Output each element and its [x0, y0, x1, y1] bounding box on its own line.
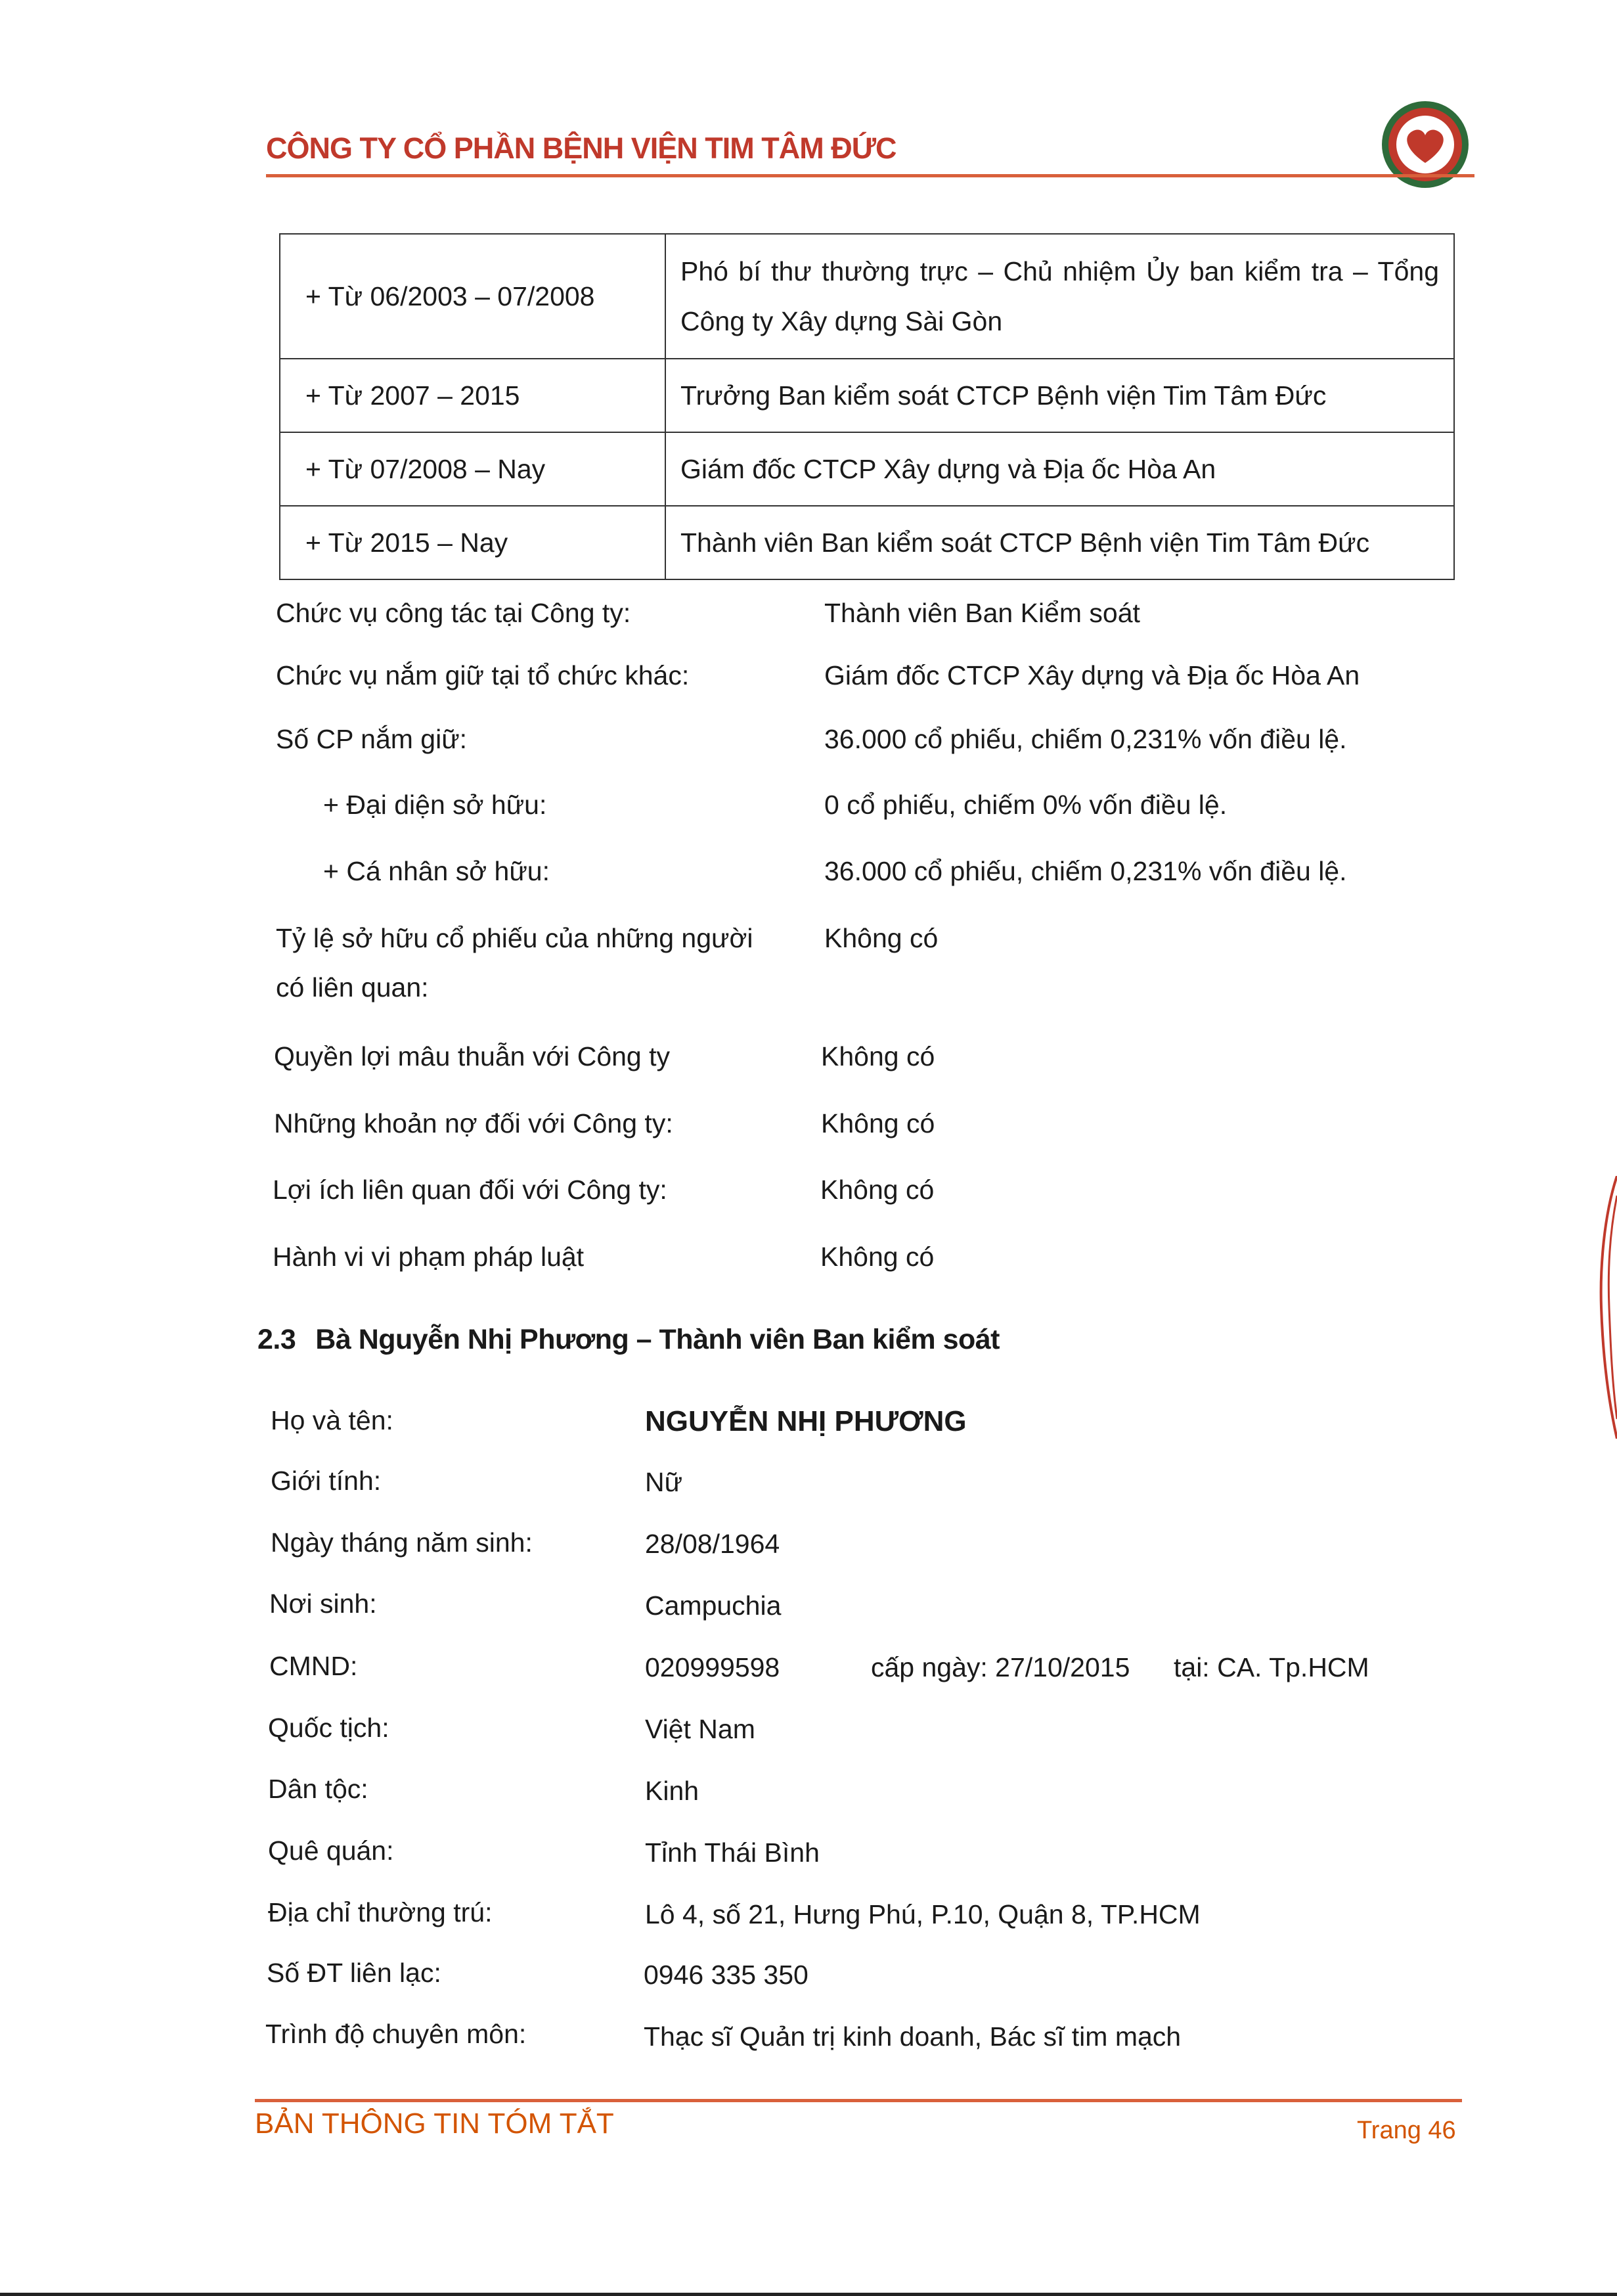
info-label: Chức vụ nắm giữ tại tổ chức khác:	[276, 660, 690, 690]
person-label: Trình độ chuyên môn:	[265, 2019, 527, 2049]
info-value: Không có	[821, 1041, 935, 1071]
info-value: Không có	[820, 1175, 935, 1205]
info-label: Hành vi vi phạm pháp luật	[273, 1242, 585, 1272]
person-value: 28/08/1964	[645, 1529, 780, 1559]
info-label-continued: có liên quan:	[276, 972, 429, 1002]
info-value: Thành viên Ban Kiểm soát	[824, 598, 1140, 628]
footer-divider	[255, 2099, 1462, 2102]
info-label: Chức vụ công tác tại Công ty:	[276, 598, 631, 628]
page-number: Trang 46	[1357, 2117, 1456, 2144]
person-label: Số ĐT liên lạc:	[267, 1958, 441, 1988]
info-label: Những khoản nợ đối với Công ty:	[274, 1108, 673, 1138]
info-value: Không có	[824, 923, 939, 953]
person-label: Họ và tên:	[271, 1405, 393, 1435]
person-name: NGUYỄN NHỊ PHƯƠNG	[645, 1405, 967, 1437]
info-value: Giám đốc CTCP Xây dựng và Địa ốc Hòa An	[824, 660, 1360, 690]
person-value: Thạc sĩ Quản trị kinh doanh, Bác sĩ tim mạch	[644, 2021, 1182, 2052]
person-value: 020999598	[645, 1652, 780, 1682]
info-value: 36.000 cổ phiếu, chiếm 0,231% vốn điều lệ.	[824, 724, 1347, 754]
person-label: Giới tính:	[271, 1466, 382, 1496]
footer-title: BẢN THÔNG TIN TÓM TẮT	[255, 2107, 614, 2140]
person-value: 0946 335 350	[644, 1960, 809, 1990]
table-row	[280, 359, 1454, 432]
person-value: Tỉnh Thái Bình	[645, 1837, 820, 1868]
period-cell: + Từ 06/2003 – 07/2008	[280, 234, 665, 359]
info-value: 0 cổ phiếu, chiếm 0% vốn điều lệ.	[824, 790, 1228, 820]
info-value: Không có	[821, 1108, 935, 1138]
person-label: CMND:	[269, 1651, 358, 1681]
person-value: Nữ	[645, 1467, 683, 1497]
work-history-table	[279, 233, 1455, 580]
period-cell: + Từ 07/2008 – Nay	[280, 432, 665, 506]
person-value: Campuchia	[645, 1590, 782, 1621]
info-label: + Cá nhân sở hữu:	[323, 856, 550, 886]
info-label: Quyền lợi mâu thuẫn với Công ty	[274, 1041, 671, 1071]
company-header-title: CÔNG TY CỔ PHẦN BỆNH VIỆN TIM TÂM ĐỨC	[266, 131, 897, 165]
person-label: Quê quán:	[268, 1835, 394, 1866]
person-label: Địa chỉ thường trú:	[268, 1897, 493, 1927]
period-cell: + Từ 2007 – 2015	[280, 359, 665, 432]
description-cell: Giám đốc CTCP Xây dựng và Địa ốc Hòa An	[665, 432, 1454, 506]
description-cell: Thành viên Ban kiểm soát CTCP Bệnh viện Tim Tâm Đức	[665, 506, 1454, 579]
id-issue-date: cấp ngày: 27/10/2015	[871, 1652, 1130, 1682]
description-cell: Trưởng Ban kiểm soát CTCP Bệnh viện Tim Tâm Đức	[665, 359, 1454, 432]
stamp-fragment-icon	[1595, 1176, 1617, 1439]
person-label: Nơi sinh:	[269, 1588, 377, 1619]
description-cell: Phó bí thư thường trực – Chủ nhiệm Ủy ban kiểm tra – Tổng Công ty Xây dựng Sài Gòn	[665, 234, 1454, 359]
scan-edge	[0, 2293, 1617, 2296]
person-value: Việt Nam	[645, 1714, 755, 1744]
table-row	[280, 432, 1454, 506]
info-label: Lợi ích liên quan đối với Công ty:	[273, 1175, 667, 1205]
period-cell: + Từ 2015 – Nay	[280, 506, 665, 579]
header-divider	[266, 174, 1474, 177]
section-heading	[257, 1324, 1000, 1356]
person-label: Dân tộc:	[268, 1774, 368, 1804]
section-title: Bà Nguyễn Nhị Phương – Thành viên Ban kiểm soát	[315, 1324, 1000, 1355]
person-value: Lô 4, số 21, Hưng Phú, P.10, Quận 8, TP.HCM	[645, 1899, 1201, 1929]
table-row	[280, 234, 1454, 359]
section-number: 2.3	[257, 1324, 296, 1355]
info-value: 36.000 cổ phiếu, chiếm 0,231% vốn điều lệ.	[824, 856, 1347, 886]
info-value: Không có	[820, 1242, 935, 1272]
table-row	[280, 506, 1454, 579]
info-label: Số CP nắm giữ:	[276, 724, 468, 754]
person-label: Ngày tháng năm sinh:	[271, 1527, 533, 1558]
person-value: Kinh	[645, 1776, 699, 1806]
id-issue-place: tại: CA. Tp.HCM	[1174, 1652, 1369, 1682]
info-label: Tỷ lệ sở hữu cổ phiếu của những người	[276, 923, 753, 953]
person-label: Quốc tịch:	[268, 1713, 389, 1743]
info-label: + Đại diện sở hữu:	[323, 790, 547, 820]
